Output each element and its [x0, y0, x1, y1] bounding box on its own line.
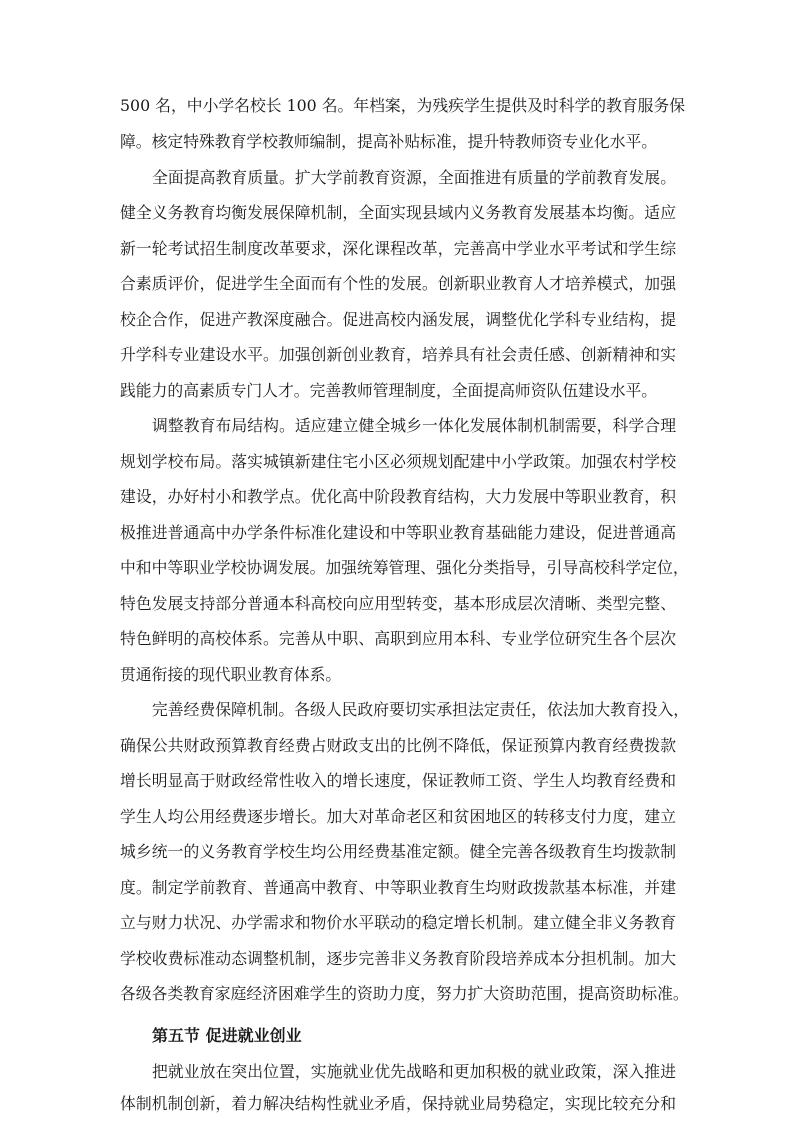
- text-line: 体制机制创新，着力解决结构性就业矛盾，保持就业局势稳定，实现比较充分和: [120, 1094, 676, 1113]
- text-line: 500 名，中小学名校长 100 名。年档案，为残疾学生提供及时科学的教育服务保: [120, 96, 686, 115]
- text-line: 特色发展支持部分普通本科高校向应用型转变，基本形成层次清晰、类型完整、: [120, 594, 676, 613]
- text-line: 规划学校布局。落实城镇新建住宅小区必须规划配建中小学政策。加强农村学校: [120, 452, 676, 471]
- text-line: 学生人均公用经费逐步增长。加大对革命老区和贫困地区的转移支付力度，建立: [120, 807, 676, 826]
- text-line: 完善经费保障机制。各级人民政府要切实承担法定责任，依法加大教育投入，: [152, 700, 690, 719]
- text-line: 度。制定学前教育、普通高中教育、中等职业教育生均财政拨款基本标准，并建: [120, 878, 676, 897]
- text-line: 把就业放在突出位置，实施就业优先战略和更加积极的就业政策，深入推进: [152, 1062, 676, 1081]
- text-line: 合素质评价，促进学生全面而有个性的发展。创新职业教育人才培养模式，加强: [120, 274, 676, 293]
- text-line: 立与财力状况、办学需求和物价水平联动的稳定增长机制。建立健全非义务教育: [120, 913, 676, 932]
- text-line: 增长明显高于财政经常性收入的增长速度，保证教师工资、学生人均教育经费和: [120, 771, 676, 790]
- text-line: 中和中等职业学校协调发展。加强统筹管理、强化分类指导，引导高校科学定位，: [120, 558, 689, 577]
- text-line: 极推进普通高中办学条件标准化建设和中等职业教育基础能力建设，促进普通高: [120, 523, 676, 542]
- text-line: 升学科专业建设水平。加强创新创业教育，培养具有社会责任感、创新精神和实: [120, 345, 676, 364]
- text-line: 全面提高教育质量。扩大学前教育资源，全面推进有质量的学前教育发展。: [152, 168, 676, 187]
- text-line: 建设，办好村小和教学点。优化高中阶段教育结构，大力发展中等职业教育，积: [120, 487, 676, 506]
- text-line: 调整教育布局结构。适应建立健全城乡一体化发展体制机制需要，科学合理: [152, 416, 676, 435]
- text-line: 践能力的高素质专门人才。完善教师管理制度，全面提高师资队伍建设水平。: [120, 381, 658, 400]
- text-line: 贯通衔接的现代职业教育体系。: [120, 665, 342, 684]
- text-line: 新一轮考试招生制度改革要求，深化课程改革，完善高中学业水平考试和学生综: [120, 239, 676, 258]
- text-line: 学校收费标准动态调整机制，逐步完善非义务教育阶段培养成本分担机制。加大: [120, 949, 676, 968]
- text-line: 特色鲜明的高校体系。完善从中职、高职到应用本科、专业学位研究生各个层次: [120, 629, 676, 648]
- text-line: 确保公共财政预算教育经费占财政支出的比例不降低，保证预算内教育经费拨款: [120, 736, 676, 755]
- text-line: 校企合作，促进产教深度融合。促进高校内涵发展，调整优化学科专业结构，提: [120, 310, 676, 329]
- section-heading: 第五节 促进就业创业: [152, 1026, 302, 1045]
- text-line: 障。核定特殊教育学校教师编制，提高补贴标准，提升特教师资专业化水平。: [120, 132, 658, 151]
- text-line: 健全义务教育均衡发展保障机制，全面实现县域内义务教育发展基本均衡。适应: [120, 203, 676, 222]
- text-line: 各级各类教育家庭经济困难学生的资助力度，努力扩大资助范围，提高资助标准。: [120, 984, 689, 1003]
- text-line: 城乡统一的义务教育学校生均公用经费基准定额。健全完善各级教育生均拨款制: [120, 842, 676, 861]
